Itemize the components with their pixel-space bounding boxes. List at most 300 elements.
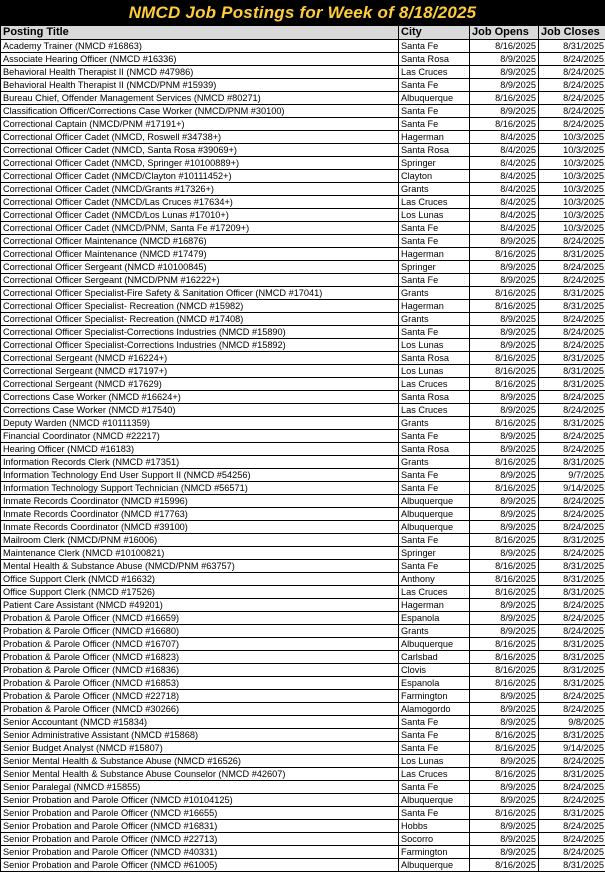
posting-title-cell[interactable]: Corrections Case Worker (NMCD #17540) — [1, 404, 399, 417]
table-row — [1, 677, 605, 690]
table-row — [1, 807, 605, 820]
table-row — [1, 599, 605, 612]
job-closes-cell[interactable]: 8/24/2025 — [539, 625, 605, 638]
posting-title-cell[interactable]: Correctional Officer Specialist-Corrections Industries (NMCD #15890) — [1, 326, 399, 339]
job-closes-cell[interactable]: 8/31/2025 — [539, 287, 605, 300]
posting-title-cell[interactable]: Probation & Parole Officer (NMCD #16853) — [1, 677, 399, 690]
job-opens-cell[interactable]: 8/4/2025 — [470, 196, 539, 209]
city-cell[interactable]: Santa Fe — [399, 807, 470, 820]
job-closes-cell[interactable]: 8/24/2025 — [539, 313, 605, 326]
city-cell[interactable]: Santa Fe — [399, 79, 470, 92]
posting-title-cell[interactable]: Mailroom Clerk (NMCD/PNM #16006) — [1, 534, 399, 547]
posting-title-cell[interactable]: Patient Care Assistant (NMCD #49201) — [1, 599, 399, 612]
table-row — [1, 638, 605, 651]
job-opens-cell[interactable]: 8/16/2025 — [470, 40, 539, 53]
city-cell[interactable]: Los Lunas — [399, 339, 470, 352]
job-opens-cell[interactable]: 8/16/2025 — [470, 287, 539, 300]
city-cell[interactable]: Santa Rosa — [399, 443, 470, 456]
job-opens-cell[interactable]: 8/9/2025 — [470, 508, 539, 521]
posting-title-cell[interactable]: Correctional Officer Cadet (NMCD, Santa Rosa #39069+) — [1, 144, 399, 157]
posting-title-cell[interactable]: Correctional Officer Cadet (NMCD/Clayton #10111452+) — [1, 170, 399, 183]
job-opens-cell[interactable]: 8/9/2025 — [470, 794, 539, 807]
posting-title-cell[interactable]: Academy Trainer (NMCD #16863) — [1, 40, 399, 53]
city-cell[interactable]: Santa Fe — [399, 222, 470, 235]
job-opens-cell[interactable]: 8/9/2025 — [470, 599, 539, 612]
posting-title-cell[interactable]: Senior Probation and Parole Officer (NMCD #61005) — [1, 859, 399, 872]
table-row — [1, 417, 605, 430]
job-opens-cell[interactable]: 8/16/2025 — [470, 248, 539, 261]
job-closes-cell[interactable]: 10/3/2025 — [539, 222, 605, 235]
table-row — [1, 404, 605, 417]
city-cell[interactable]: Los Lunas — [399, 365, 470, 378]
job-closes-cell[interactable]: 9/7/2025 — [539, 469, 605, 482]
job-opens-cell[interactable]: 8/9/2025 — [470, 521, 539, 534]
posting-title-cell[interactable]: Correctional Officer Cadet (NMCD/Las Cruces #17634+) — [1, 196, 399, 209]
job-closes-cell[interactable]: 8/31/2025 — [539, 807, 605, 820]
city-cell[interactable]: Albuquerque — [399, 495, 470, 508]
table-row — [1, 300, 605, 313]
city-cell[interactable]: Santa Fe — [399, 274, 470, 287]
posting-title-cell[interactable]: Senior Probation and Parole Officer (NMCD #10104125) — [1, 794, 399, 807]
posting-title-cell[interactable]: Probation & Parole Officer (NMCD #16823) — [1, 651, 399, 664]
posting-title-cell[interactable]: Probation & Parole Officer (NMCD #16836) — [1, 664, 399, 677]
posting-title-cell[interactable]: Correctional Officer Specialist- Recreation (NMCD #17408) — [1, 313, 399, 326]
posting-title-cell[interactable]: Senior Accountant (NMCD #15834) — [1, 716, 399, 729]
city-cell[interactable]: Santa Rosa — [399, 352, 470, 365]
city-cell[interactable]: Santa Rosa — [399, 53, 470, 66]
posting-title-cell[interactable]: Correctional Captain (NMCD/PNM #17191+) — [1, 118, 399, 131]
posting-title-cell[interactable]: Correctional Officer Sergeant (NMCD/PNM #16222+) — [1, 274, 399, 287]
posting-title-cell[interactable]: Probation & Parole Officer (NMCD #30266) — [1, 703, 399, 716]
job-opens-cell[interactable]: 8/4/2025 — [470, 131, 539, 144]
job-closes-cell[interactable]: 9/14/2025 — [539, 742, 605, 755]
job-opens-cell[interactable]: 8/4/2025 — [470, 209, 539, 222]
job-opens-cell[interactable]: 8/9/2025 — [470, 833, 539, 846]
job-closes-cell[interactable]: 8/31/2025 — [539, 651, 605, 664]
posting-title-cell[interactable]: Senior Budget Analyst (NMCD #15807) — [1, 742, 399, 755]
posting-title-cell[interactable]: Senior Probation and Parole Officer (NMCD #22713) — [1, 833, 399, 846]
job-closes-cell[interactable]: 8/31/2025 — [539, 859, 605, 872]
job-closes-cell[interactable]: 8/24/2025 — [539, 547, 605, 560]
job-closes-cell[interactable]: 8/31/2025 — [539, 40, 605, 53]
job-opens-cell[interactable]: 8/16/2025 — [470, 664, 539, 677]
job-closes-cell[interactable]: 8/24/2025 — [539, 53, 605, 66]
table-row — [1, 690, 605, 703]
job-opens-cell[interactable]: 8/16/2025 — [470, 300, 539, 313]
job-opens-cell[interactable]: 8/16/2025 — [470, 807, 539, 820]
city-cell[interactable]: Las Cruces — [399, 66, 470, 79]
table-row — [1, 794, 605, 807]
job-opens-cell[interactable]: 8/16/2025 — [470, 742, 539, 755]
posting-title-cell[interactable]: Senior Paralegal (NMCD #15855) — [1, 781, 399, 794]
job-opens-cell[interactable]: 8/9/2025 — [470, 716, 539, 729]
job-closes-cell[interactable]: 8/24/2025 — [539, 66, 605, 79]
city-cell[interactable]: Hagerman — [399, 599, 470, 612]
job-opens-cell[interactable]: 8/9/2025 — [470, 690, 539, 703]
city-cell[interactable]: Albuquerque — [399, 859, 470, 872]
job-closes-cell[interactable]: 8/24/2025 — [539, 833, 605, 846]
job-opens-cell[interactable]: 8/9/2025 — [470, 625, 539, 638]
city-cell[interactable]: Socorro — [399, 833, 470, 846]
city-cell[interactable]: Hobbs — [399, 820, 470, 833]
posting-title-cell[interactable]: Information Records Clerk (NMCD #17351) — [1, 456, 399, 469]
job-opens-cell[interactable]: 8/4/2025 — [470, 183, 539, 196]
table-row — [1, 560, 605, 573]
table-row — [1, 573, 605, 586]
column-header-job-closes[interactable]: Job Closes — [539, 26, 605, 40]
city-cell[interactable]: Espanola — [399, 677, 470, 690]
table-row — [1, 833, 605, 846]
job-opens-cell[interactable]: 8/9/2025 — [470, 66, 539, 79]
city-cell[interactable]: Los Lunas — [399, 209, 470, 222]
city-cell[interactable]: Albuquerque — [399, 521, 470, 534]
city-cell[interactable]: Santa Fe — [399, 40, 470, 53]
job-opens-cell[interactable]: 8/16/2025 — [470, 417, 539, 430]
city-cell[interactable]: Grants — [399, 287, 470, 300]
table-row — [1, 716, 605, 729]
job-closes-cell[interactable]: 8/24/2025 — [539, 430, 605, 443]
city-cell[interactable]: Anthony — [399, 573, 470, 586]
job-closes-cell[interactable]: 8/31/2025 — [539, 573, 605, 586]
job-closes-cell[interactable]: 8/24/2025 — [539, 495, 605, 508]
posting-title-cell[interactable]: Correctional Officer Cadet (NMCD/PNM, Santa Fe #17209+) — [1, 222, 399, 235]
posting-title-cell[interactable]: Inmate Records Coordinator (NMCD #17763) — [1, 508, 399, 521]
job-opens-cell[interactable]: 8/9/2025 — [470, 235, 539, 248]
city-cell[interactable]: Hagerman — [399, 248, 470, 261]
job-opens-cell[interactable]: 8/9/2025 — [470, 469, 539, 482]
job-closes-cell[interactable]: 8/24/2025 — [539, 794, 605, 807]
job-closes-cell[interactable]: 8/24/2025 — [539, 391, 605, 404]
table-row — [1, 521, 605, 534]
job-opens-cell[interactable]: 8/9/2025 — [470, 820, 539, 833]
city-cell[interactable]: Grants — [399, 417, 470, 430]
job-closes-cell[interactable]: 8/24/2025 — [539, 820, 605, 833]
posting-title-cell[interactable]: Senior Probation and Parole Officer (NMCD #16831) — [1, 820, 399, 833]
table-row — [1, 846, 605, 859]
posting-title-cell[interactable]: Correctional Sergeant (NMCD #17629) — [1, 378, 399, 391]
city-cell[interactable]: Santa Rosa — [399, 391, 470, 404]
postings-table — [0, 25, 605, 872]
job-opens-cell[interactable]: 8/9/2025 — [470, 79, 539, 92]
job-opens-cell[interactable]: 8/16/2025 — [470, 352, 539, 365]
job-opens-cell[interactable]: 8/9/2025 — [470, 326, 539, 339]
posting-title-cell[interactable]: Mental Health & Substance Abuse (NMCD/PNM #63757) — [1, 560, 399, 573]
posting-title-cell[interactable]: Correctional Officer Specialist-Corrections Industries (NMCD #15892) — [1, 339, 399, 352]
city-cell[interactable]: Santa Fe — [399, 469, 470, 482]
job-closes-cell[interactable]: 8/24/2025 — [539, 690, 605, 703]
table-row — [1, 261, 605, 274]
job-opens-cell[interactable]: 8/9/2025 — [470, 339, 539, 352]
table-row — [1, 131, 605, 144]
city-cell[interactable]: Las Cruces — [399, 586, 470, 599]
posting-title-cell[interactable]: Senior Probation and Parole Officer (NMCD #16655) — [1, 807, 399, 820]
job-closes-cell[interactable]: 8/24/2025 — [539, 326, 605, 339]
table-row — [1, 339, 605, 352]
city-cell[interactable]: Grants — [399, 313, 470, 326]
job-opens-cell[interactable]: 8/16/2025 — [470, 560, 539, 573]
job-closes-cell[interactable]: 8/31/2025 — [539, 352, 605, 365]
job-closes-cell[interactable]: 8/24/2025 — [539, 274, 605, 287]
job-closes-cell[interactable]: 8/31/2025 — [539, 534, 605, 547]
job-opens-cell[interactable]: 8/4/2025 — [470, 222, 539, 235]
posting-title-cell[interactable]: Office Support Clerk (NMCD #16632) — [1, 573, 399, 586]
job-closes-cell[interactable]: 8/31/2025 — [539, 677, 605, 690]
posting-title-cell[interactable]: Senior Probation and Parole Officer (NMCD #40331) — [1, 846, 399, 859]
job-closes-cell[interactable]: 8/24/2025 — [539, 755, 605, 768]
posting-title-cell[interactable]: Information Technology End User Support II (NMCD #54256) — [1, 469, 399, 482]
job-opens-cell[interactable]: 8/4/2025 — [470, 170, 539, 183]
job-opens-cell[interactable]: 8/4/2025 — [470, 157, 539, 170]
table-row — [1, 456, 605, 469]
table-row — [1, 495, 605, 508]
job-closes-cell[interactable]: 8/31/2025 — [539, 248, 605, 261]
job-closes-cell[interactable]: 8/24/2025 — [539, 235, 605, 248]
city-cell[interactable]: Santa Fe — [399, 781, 470, 794]
job-closes-cell[interactable]: 8/24/2025 — [539, 521, 605, 534]
city-cell[interactable]: Los Lunas — [399, 755, 470, 768]
city-cell[interactable]: Farmington — [399, 846, 470, 859]
job-opens-cell[interactable]: 8/16/2025 — [470, 677, 539, 690]
table-row — [1, 313, 605, 326]
column-header-posting-title[interactable]: Posting Title — [1, 26, 399, 40]
job-opens-cell[interactable]: 8/16/2025 — [470, 651, 539, 664]
city-cell[interactable]: Santa Fe — [399, 235, 470, 248]
job-opens-cell[interactable]: 8/9/2025 — [470, 755, 539, 768]
city-cell[interactable]: Santa Fe — [399, 742, 470, 755]
job-closes-cell[interactable]: 8/31/2025 — [539, 417, 605, 430]
city-cell[interactable]: Springer — [399, 547, 470, 560]
job-closes-cell[interactable]: 8/24/2025 — [539, 118, 605, 131]
posting-title-cell[interactable]: Correctional Sergeant (NMCD #17197+) — [1, 365, 399, 378]
city-cell[interactable]: Springer — [399, 261, 470, 274]
city-cell[interactable]: Carlsbad — [399, 651, 470, 664]
city-cell[interactable]: Grants — [399, 456, 470, 469]
city-cell[interactable]: Albuquerque — [399, 794, 470, 807]
job-closes-cell[interactable]: 8/24/2025 — [539, 443, 605, 456]
job-closes-cell[interactable]: 8/24/2025 — [539, 261, 605, 274]
job-closes-cell[interactable]: 8/31/2025 — [539, 638, 605, 651]
job-opens-cell[interactable]: 8/9/2025 — [470, 261, 539, 274]
job-closes-cell[interactable]: 8/24/2025 — [539, 339, 605, 352]
city-cell[interactable]: Las Cruces — [399, 768, 470, 781]
job-opens-cell[interactable]: 8/16/2025 — [470, 573, 539, 586]
city-cell[interactable]: Santa Fe — [399, 716, 470, 729]
city-cell[interactable]: Grants — [399, 625, 470, 638]
job-closes-cell[interactable]: 8/31/2025 — [539, 586, 605, 599]
job-opens-cell[interactable]: 8/4/2025 — [470, 144, 539, 157]
job-opens-cell[interactable]: 8/9/2025 — [470, 612, 539, 625]
city-cell[interactable]: Springer — [399, 157, 470, 170]
city-cell[interactable]: Santa Fe — [399, 482, 470, 495]
job-opens-cell[interactable]: 8/9/2025 — [470, 495, 539, 508]
job-opens-cell[interactable]: 8/16/2025 — [470, 378, 539, 391]
city-cell[interactable]: Hagerman — [399, 300, 470, 313]
city-cell[interactable]: Hagerman — [399, 131, 470, 144]
city-cell[interactable]: Grants — [399, 183, 470, 196]
table-row — [1, 612, 605, 625]
table-row — [1, 53, 605, 66]
city-cell[interactable]: Albuquerque — [399, 508, 470, 521]
posting-title-cell[interactable]: Information Technology Support Technician (NMCD #56571) — [1, 482, 399, 495]
city-cell[interactable]: Alamogordo — [399, 703, 470, 716]
posting-title-cell[interactable]: Correctional Officer Cadet (NMCD/Los Lunas #17010+) — [1, 209, 399, 222]
table-row — [1, 118, 605, 131]
city-cell[interactable]: Las Cruces — [399, 404, 470, 417]
job-closes-cell[interactable]: 9/8/2025 — [539, 716, 605, 729]
posting-title-cell[interactable]: Correctional Officer Maintenance (NMCD #17479) — [1, 248, 399, 261]
city-cell[interactable]: Santa Fe — [399, 326, 470, 339]
job-opens-cell[interactable]: 8/9/2025 — [470, 443, 539, 456]
city-cell[interactable]: Las Cruces — [399, 196, 470, 209]
job-closes-cell[interactable]: 8/31/2025 — [539, 300, 605, 313]
job-opens-cell[interactable]: 8/16/2025 — [470, 92, 539, 105]
job-opens-cell[interactable]: 8/9/2025 — [470, 274, 539, 287]
posting-title-cell[interactable]: Corrections Case Worker (NMCD #16624+) — [1, 391, 399, 404]
job-closes-cell[interactable]: 8/24/2025 — [539, 781, 605, 794]
job-closes-cell[interactable]: 10/3/2025 — [539, 170, 605, 183]
job-opens-cell[interactable]: 8/9/2025 — [470, 313, 539, 326]
city-cell[interactable]: Clayton — [399, 170, 470, 183]
posting-title-cell[interactable]: Bureau Chief, Offender Management Services (NMCD #80271) — [1, 92, 399, 105]
posting-title-cell[interactable]: Probation & Parole Officer (NMCD #16659) — [1, 612, 399, 625]
posting-title-cell[interactable]: Financial Coordinator (NMCD #22217) — [1, 430, 399, 443]
job-opens-cell[interactable]: 8/9/2025 — [470, 105, 539, 118]
posting-title-cell[interactable]: Senior Administrative Assistant (NMCD #15868) — [1, 729, 399, 742]
job-closes-cell[interactable]: 8/31/2025 — [539, 378, 605, 391]
posting-title-cell[interactable]: Correctional Officer Cadet (NMCD, Springer #10100889+) — [1, 157, 399, 170]
job-opens-cell[interactable]: 8/16/2025 — [470, 482, 539, 495]
posting-title-cell[interactable]: Hearing Officer (NMCD #16183) — [1, 443, 399, 456]
job-closes-cell[interactable]: 8/31/2025 — [539, 560, 605, 573]
job-closes-cell[interactable]: 10/3/2025 — [539, 196, 605, 209]
city-cell[interactable]: Albuquerque — [399, 638, 470, 651]
posting-title-cell[interactable]: Office Support Clerk (NMCD #17526) — [1, 586, 399, 599]
posting-title-cell[interactable]: Probation & Parole Officer (NMCD #22718) — [1, 690, 399, 703]
job-opens-cell[interactable]: 8/9/2025 — [470, 703, 539, 716]
job-opens-cell[interactable]: 8/16/2025 — [470, 365, 539, 378]
job-opens-cell[interactable]: 8/9/2025 — [470, 391, 539, 404]
posting-title-cell[interactable]: Correctional Officer Maintenance (NMCD #16876) — [1, 235, 399, 248]
job-closes-cell[interactable]: 8/24/2025 — [539, 612, 605, 625]
column-header-city[interactable]: City — [399, 26, 470, 40]
city-cell[interactable]: Santa Fe — [399, 534, 470, 547]
job-closes-cell[interactable]: 10/3/2025 — [539, 131, 605, 144]
city-cell[interactable]: Albuquerque — [399, 92, 470, 105]
posting-title-cell[interactable]: Correctional Sergeant (NMCD #16224+) — [1, 352, 399, 365]
posting-title-cell[interactable]: Inmate Records Coordinator (NMCD #39100) — [1, 521, 399, 534]
posting-title-cell[interactable]: Classification Officer/Corrections Case Worker (NMCD/PNM #30100) — [1, 105, 399, 118]
city-cell[interactable]: Santa Fe — [399, 560, 470, 573]
posting-title-cell[interactable]: Associate Hearing Officer (NMCD #16336) — [1, 53, 399, 66]
posting-title-cell[interactable]: Correctional Officer Specialist- Recreation (NMCD #15982) — [1, 300, 399, 313]
posting-title-cell[interactable]: Correctional Officer Sergeant (NMCD #10100845) — [1, 261, 399, 274]
job-closes-cell[interactable]: 10/3/2025 — [539, 144, 605, 157]
sheet-title: NMCD Job Postings for Week of 8/18/2025 — [0, 0, 605, 25]
table-row — [1, 352, 605, 365]
job-opens-cell[interactable]: 8/16/2025 — [470, 859, 539, 872]
table-row — [1, 287, 605, 300]
job-closes-cell[interactable]: 10/3/2025 — [539, 157, 605, 170]
job-closes-cell[interactable]: 8/24/2025 — [539, 404, 605, 417]
city-cell[interactable]: Santa Fe — [399, 118, 470, 131]
job-closes-cell[interactable]: 8/31/2025 — [539, 456, 605, 469]
city-cell[interactable]: Santa Fe — [399, 430, 470, 443]
posting-title-cell[interactable]: Inmate Records Coordinator (NMCD #15996) — [1, 495, 399, 508]
city-cell[interactable]: Santa Rosa — [399, 144, 470, 157]
table-row — [1, 157, 605, 170]
table-row — [1, 92, 605, 105]
job-opens-cell[interactable]: 8/16/2025 — [470, 534, 539, 547]
posting-title-cell[interactable]: Deputy Warden (NMCD #10111359) — [1, 417, 399, 430]
table-row — [1, 235, 605, 248]
city-cell[interactable]: Espanola — [399, 612, 470, 625]
posting-title-cell[interactable]: Probation & Parole Officer (NMCD #16680) — [1, 625, 399, 638]
job-opens-cell[interactable]: 8/16/2025 — [470, 456, 539, 469]
job-opens-cell[interactable]: 8/9/2025 — [470, 404, 539, 417]
city-cell[interactable]: Las Cruces — [399, 378, 470, 391]
job-opens-cell[interactable]: 8/16/2025 — [470, 118, 539, 131]
job-closes-cell[interactable]: 8/31/2025 — [539, 664, 605, 677]
table-row — [1, 144, 605, 157]
job-closes-cell[interactable]: 8/31/2025 — [539, 768, 605, 781]
city-cell[interactable]: Farmington — [399, 690, 470, 703]
job-closes-cell[interactable]: 10/3/2025 — [539, 209, 605, 222]
column-header-job-opens[interactable]: Job Opens — [470, 26, 539, 40]
city-cell[interactable]: Santa Fe — [399, 729, 470, 742]
city-cell[interactable]: Santa Fe — [399, 105, 470, 118]
posting-title-cell[interactable]: Correctional Officer Specialist-Fire Safety & Sanitation Officer (NMCD #17041) — [1, 287, 399, 300]
posting-title-cell[interactable]: Behavioral Health Therapist II (NMCD/PNM #15939) — [1, 79, 399, 92]
job-closes-cell[interactable]: 10/3/2025 — [539, 183, 605, 196]
table-row — [1, 703, 605, 716]
table-row — [1, 742, 605, 755]
city-cell[interactable]: Clovis — [399, 664, 470, 677]
job-closes-cell[interactable]: 8/24/2025 — [539, 92, 605, 105]
job-closes-cell[interactable]: 8/24/2025 — [539, 79, 605, 92]
table-row — [1, 40, 605, 53]
job-opens-cell[interactable]: 8/16/2025 — [470, 729, 539, 742]
job-closes-cell[interactable]: 8/24/2025 — [539, 508, 605, 521]
posting-title-cell[interactable]: Senior Mental Health & Substance Abuse Counselor (NMCD #42607) — [1, 768, 399, 781]
job-opens-cell[interactable]: 8/16/2025 — [470, 586, 539, 599]
posting-title-cell[interactable]: Senior Mental Health & Substance Abuse (NMCD #16526) — [1, 755, 399, 768]
job-closes-cell[interactable]: 8/31/2025 — [539, 365, 605, 378]
job-closes-cell[interactable]: 8/31/2025 — [539, 729, 605, 742]
job-closes-cell[interactable]: 8/24/2025 — [539, 105, 605, 118]
posting-title-cell[interactable]: Probation & Parole Officer (NMCD #16707) — [1, 638, 399, 651]
job-opens-cell[interactable]: 8/16/2025 — [470, 768, 539, 781]
table-row — [1, 625, 605, 638]
job-opens-cell[interactable]: 8/9/2025 — [470, 430, 539, 443]
posting-title-cell[interactable]: Behavioral Health Therapist II (NMCD #47986) — [1, 66, 399, 79]
table-row — [1, 820, 605, 833]
table-row — [1, 651, 605, 664]
job-closes-cell[interactable]: 8/24/2025 — [539, 599, 605, 612]
job-closes-cell[interactable]: 8/24/2025 — [539, 703, 605, 716]
table-row — [1, 248, 605, 261]
posting-title-cell[interactable]: Correctional Officer Cadet (NMCD, Roswell #34738+) — [1, 131, 399, 144]
job-opens-cell[interactable]: 8/9/2025 — [470, 547, 539, 560]
job-opens-cell[interactable]: 8/9/2025 — [470, 781, 539, 794]
job-opens-cell[interactable]: 8/9/2025 — [470, 53, 539, 66]
posting-title-cell[interactable]: Correctional Officer Cadet (NMCD/Grants #17326+) — [1, 183, 399, 196]
job-closes-cell[interactable]: 9/14/2025 — [539, 482, 605, 495]
posting-title-cell[interactable]: Maintenance Clerk (NMCD #10100821) — [1, 547, 399, 560]
job-closes-cell[interactable]: 8/24/2025 — [539, 846, 605, 859]
table-row — [1, 79, 605, 92]
job-opens-cell[interactable]: 8/9/2025 — [470, 846, 539, 859]
job-opens-cell[interactable]: 8/16/2025 — [470, 638, 539, 651]
